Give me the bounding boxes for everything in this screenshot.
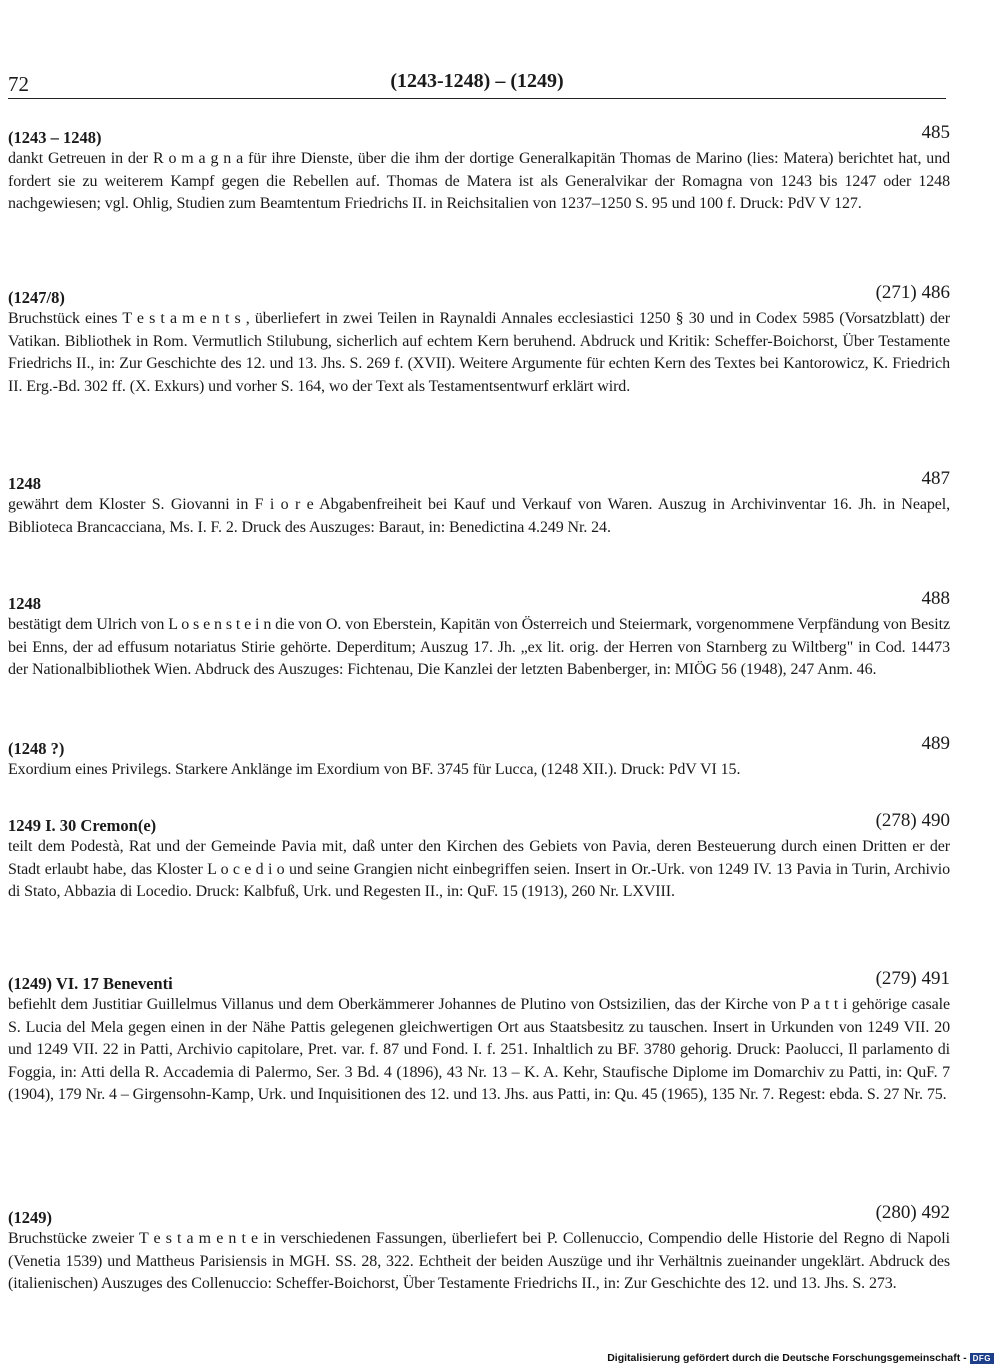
entry-text: Bruchstücke zweier T e s t a m e n t e in verschiedenen Fassungen, überliefert bei P. Collenuccio, Compendio delle Historie del Regno di Napoli (Venetia 1539) und Mattheus Parisiensis in MGH. SS. 28, 322. Echtheit der beiden Auszüge und ihr Verhältnis zueinander ungeklärt. Abdruck des (italienischen) Auszuges des Collenuccio: Scheffer-Boichorst, Über Testamente Friedrichs II., in: Zur Geschichte des 12. und 13. Jhs. S. 273. [8, 1230, 950, 1293]
regest-entry-487 [8, 468, 950, 539]
entry-date: 1249 I. 30 Cremon(e) [8, 816, 157, 835]
entry-text: dankt Getreuen in der R o m a g n a für ihre Dienste, über die ihm der dortige Generalkapitän Thomas de Marino (lies: Matera) berichtet hat, und fordert sie zu weiterem Kampf gegen die Rebellen auf. Thomas de Matera ist als Generalvikar der Romagna von 1243 bis 1247 oder 1248 nachgewiesen; vgl. Ohlig, Studien zum Beamtentum Friedrichs II. in Reichsitalien von 1237–1250 S. 95 und 100 f. Druck: PdV V 127. [8, 150, 950, 213]
entry-date: (1249) [8, 1208, 52, 1227]
entry-text: teilt dem Podestà, Rat und der Gemeinde Pavia mit, daß unter den Kirchen des Gebiets von Pavia, deren Besteuerung durch einen Dritten er der Stadt erlaubt habe, das Kloster L o c e d i o und seine Grangien nicht einbegriffen seien. Insert in Or.-Urk. von 1249 IV. 13 Pavia in Turin, Archivio di Stato, Abbazia di Locedio. Druck: Kalbfuß, Urk. und Regesten II., in: QuF. 15 (1913), 260 Nr. LXVIII. [8, 838, 950, 901]
regest-entry-490 [8, 810, 950, 904]
entry-date: (1248 ?) [8, 739, 65, 758]
running-head: (1243-1248) – (1249) [390, 70, 564, 92]
regest-entry-489 [8, 733, 950, 782]
entry-text: befiehlt dem Justitiar Guillelmus Villanus und dem Oberkämmerer Johannes de Plutino von Ostsizilien, das der Kirche von P a t t i gehörige casale S. Lucia del Mela gegen einen in der Nähe Pattis gelegenen gleichwertigen Ort aus Staatsbesitz zu tauschen. Insert in Urkunden von 1249 VII. 20 und 1249 VII. 22 in Patti, Archivio capitolare, Pret. var. f. 87 und Fond. I. f. 251. Inhaltlich zu BF. 3780 gehorig. Druck: Paolucci, Il parlamento di Foggia, in: Atti della R. Accademia di Palermo, Ser. 3 Bd. 4 (1896), 43 Nr. 13 – K. A. Kehr, Staufische Diplome im Domarchiv zu Patti, in: QuF. 7 (1904), 179 Nr. 4 – Girgensohn-Kamp, Urk. und Inquisitionen des 12. und 13. Jhs. aus Patti, in: Qu. 45 (1965), 135 Nr. 7. Regest: ebda. S. 27 Nr. 75. [8, 996, 950, 1104]
entry-number: 489 [921, 733, 950, 754]
dfg-logo-icon: DFG [970, 1353, 994, 1364]
entry-date: (1243 – 1248) [8, 128, 102, 147]
entry-date: 1248 [8, 474, 41, 493]
entry-text: bestätigt dem Ulrich von L o s e n s t e i n die von O. von Eberstein, Kapitän von Österreich und Steiermark, vorgenommene Verpfändung von Besitz bei Enns, der ad effusum notariatus Stirie gehörte. Deperditum; Auszug 17. Jh. „ex lit. orig. der Herren von Starnberg zu Wiltberg" in Cod. 14473 der Nationalbibliothek Wien. Abdruck des Auszuges: Fichtenau, Die Kanzlei der letzten Babenberger, in: MIÖG 56 (1948), 247 Anm. 46. [8, 616, 950, 679]
entry-number: 487 [921, 468, 950, 489]
credit-text: Digitalisierung gefördert durch die Deutsche Forschungsgemeinschaft - [607, 1352, 967, 1364]
page-number: 72 [8, 72, 29, 96]
entry-text: gewährt dem Kloster S. Giovanni in F i o r e Abgabenfreiheit bei Kauf und Verkauf von Waren. Auszug in Archivinventar 16. Jh. in Neapel, Biblioteca Brancacciana, Ms. I. F. 2. Druck des Auszuges: Baraut, in: Benedictina 4.249 Nr. 24. [8, 496, 950, 536]
entry-number: 485 [921, 122, 950, 143]
digitization-credit [607, 1352, 994, 1364]
regest-entry-488 [8, 588, 950, 682]
entry-date: 1248 [8, 594, 41, 613]
entry-text: Exordium eines Privilegs. Starkere Anklänge im Exordium von BF. 3745 für Lucca, (1248 XII.). Druck: PdV VI 15. [8, 761, 741, 778]
regest-entry-492 [8, 1202, 950, 1296]
entry-date: (1249) VI. 17 Beneventi [8, 974, 173, 993]
entry-number: (278) 490 [875, 810, 950, 831]
regest-entry-486 [8, 282, 950, 398]
entry-number: (271) 486 [875, 282, 950, 303]
entry-number: (279) 491 [875, 968, 950, 989]
regest-entry-491 [8, 968, 950, 1107]
page-header [8, 70, 946, 99]
entry-number: (280) 492 [875, 1202, 950, 1223]
entry-text: Bruchstück eines T e s t a m e n t s , überliefert in zwei Teilen in Raynaldi Annales ecclesiastici 1250 § 30 und in Codex 5985 (Vorsatzblatt) der Vatikan. Bibliothek in Rom. Vermutlich Stilubung, sicherlich auf echtem Kern beruhend. Abdruck und Kritik: Scheffer-Boichorst, Über Testamente Friedrichs II., in: Zur Geschichte des 12. und 13. Jhs. S. 269 f. (XVII). Weitere Argumente für echten Kern des Textes bei Kantorowicz, K. Friedrich II. Erg.-Bd. 302 ff. (X. Exkurs) und vorher S. 164, wo der Text als Testamentsentwurf erklärt wird. [8, 310, 950, 395]
regest-entry-485 [8, 122, 950, 216]
entry-number: 488 [921, 588, 950, 609]
entry-date: (1247/8) [8, 288, 65, 307]
